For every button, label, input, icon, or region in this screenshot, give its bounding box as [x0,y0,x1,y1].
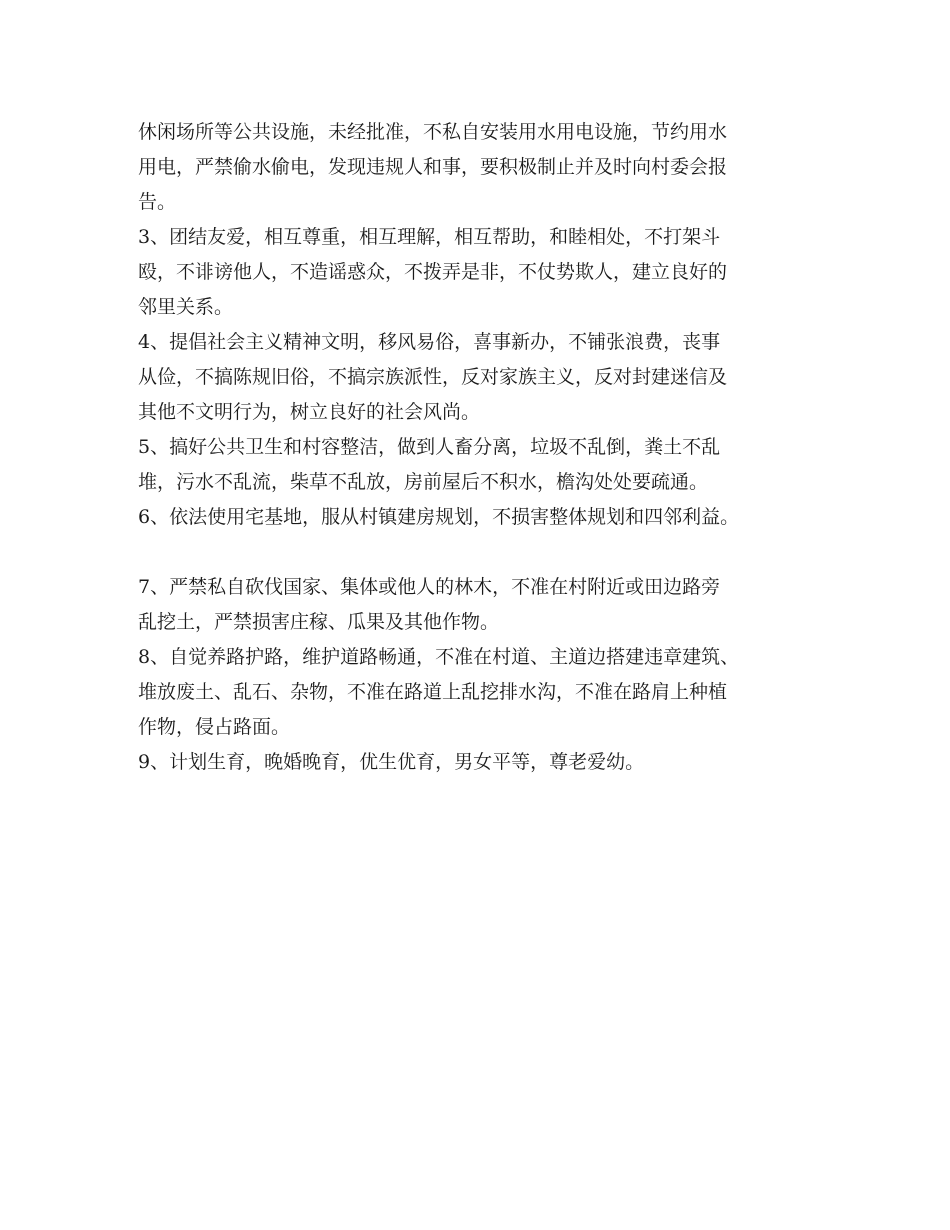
paragraph-item-5 [138,430,838,500]
paragraph-gap [138,535,838,570]
text-line: 5、搞好公共卫生和村容整洁，做到人畜分离，垃圾不乱倒，粪土不乱 [138,436,721,458]
paragraph-item-3 [138,220,838,325]
text-line: 用电，严禁偷水偷电，发现违规人和事，要积极制止并及时向村委会报 [138,156,728,178]
text-line: 其他不文明行为，树立良好的社会风尚。 [138,401,481,423]
text-line: 休闲场所等公共设施，未经批准，不私自安装用水用电设施，节约用水 [138,121,728,143]
document-body [138,115,838,780]
paragraph-item-9 [138,745,838,780]
text-line: 堆放废土、乱石、杂物，不准在路道上乱挖排水沟，不准在路肩上种植 [138,681,728,703]
text-line: 邻里关系。 [138,296,234,318]
text-line: 4、提倡社会主义精神文明，移风易俗，喜事新办，不铺张浪费，丧事 [138,331,721,353]
paragraph-item-8 [138,640,838,745]
text-line: 乱挖土，严禁损害庄稼、瓜果及其他作物。 [138,611,500,633]
text-line: 7、严禁私自砍伐国家、集体或他人的林木，不准在村附近或田边路旁 [138,576,721,598]
paragraph-item-6 [138,500,838,535]
paragraph-item-4 [138,325,838,430]
text-line: 堆，污水不乱流，柴草不乱放，房前屋后不积水，檐沟处处要疏通。 [138,471,709,493]
text-line: 8、自觉养路护路，维护道路畅通，不准在村道、主道边搭建违章建筑、 [138,646,740,668]
paragraph-item-7 [138,570,838,640]
text-line: 6、依法使用宅基地，服从村镇建房规划，不损害整体规划和四邻利益。 [138,506,740,528]
paragraph-continuation [138,115,838,220]
text-line: 9、计划生育，晚婚晚育，优生优育，男女平等，尊老爱幼。 [138,751,645,773]
text-line: 告。 [138,191,177,213]
text-line: 殴，不诽谤他人，不造谣惑众，不拨弄是非，不仗势欺人，建立良好的 [138,261,728,283]
text-line: 从俭，不搞陈规旧俗，不搞宗族派性，反对家族主义，反对封建迷信及 [138,366,728,388]
text-line: 作物，侵占路面。 [138,716,291,738]
text-line: 3、团结友爱，相互尊重，相互理解，相互帮助，和睦相处，不打架斗 [138,226,721,248]
